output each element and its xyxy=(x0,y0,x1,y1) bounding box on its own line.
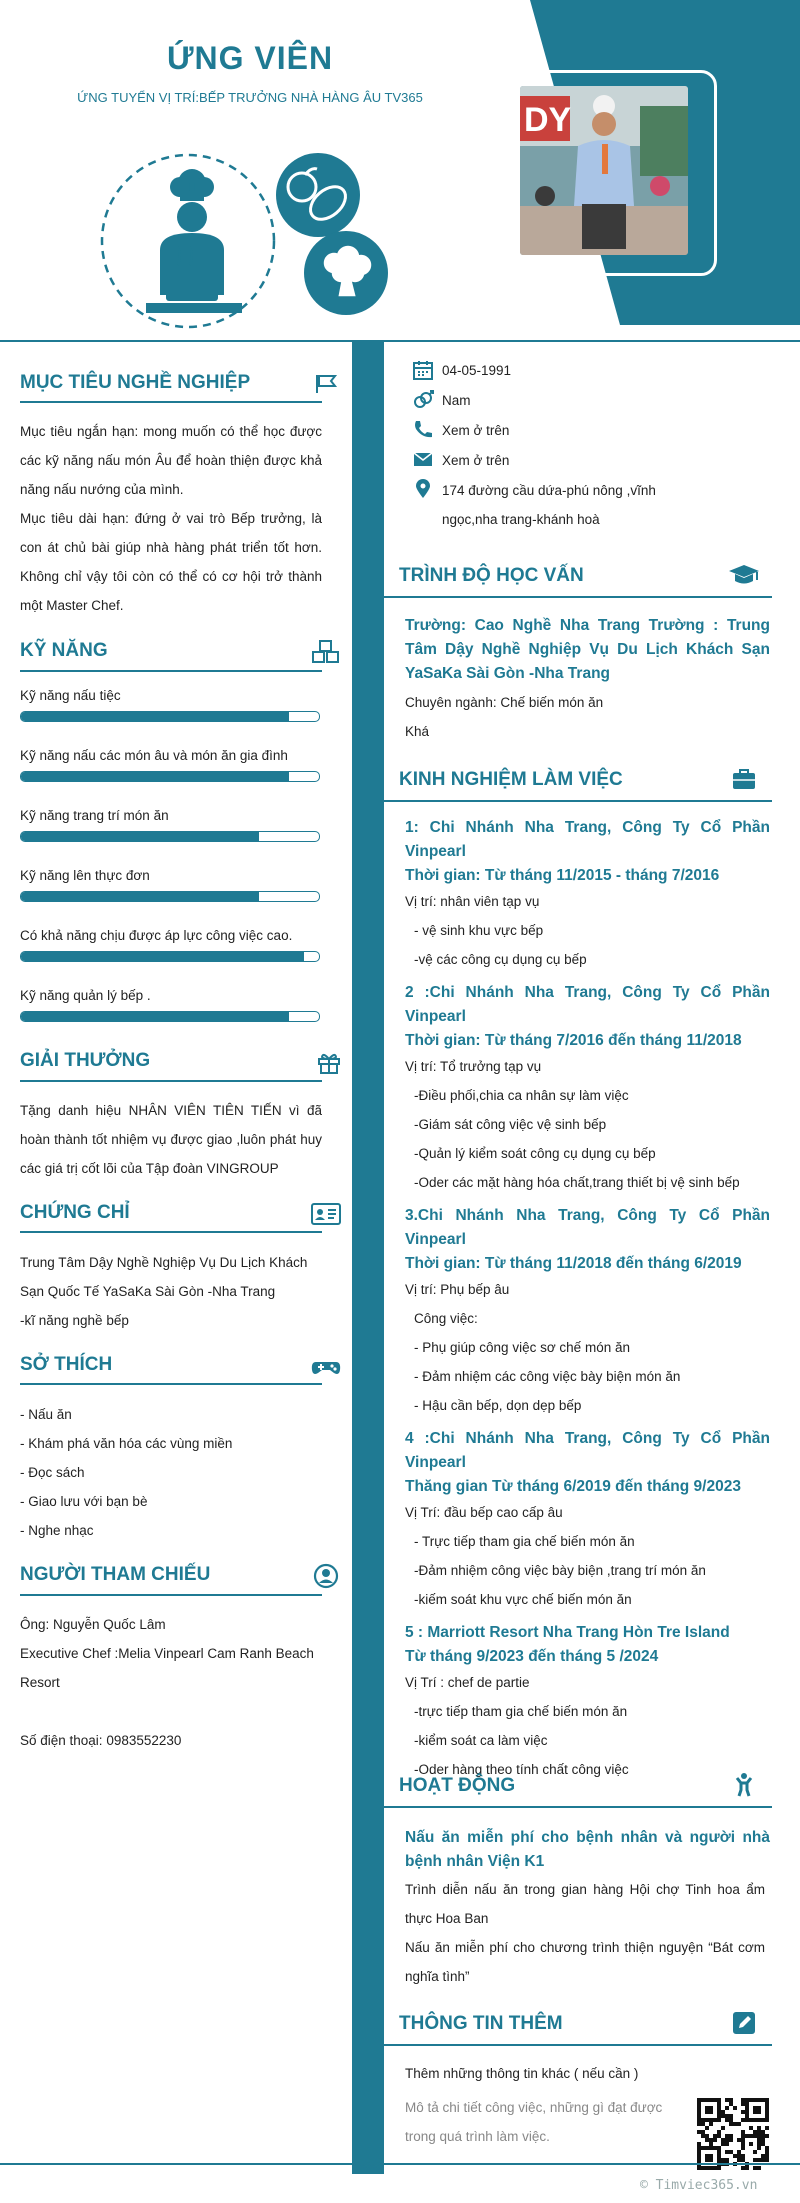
address-line-2: ngọc,nha trang-khánh hoà xyxy=(442,512,600,527)
skill-bar-fill xyxy=(21,712,289,721)
skill-bar xyxy=(20,771,320,782)
job-company: 2 :Chi Nhánh Nha Trang, Công Ty Cổ Phần Vinpearl xyxy=(405,984,770,1025)
activities-line-2: Nấu ăn miễn phí cho chương trình thiện nguyện “Bát cơm nghĩa tình” xyxy=(405,1940,765,1984)
education-divider xyxy=(384,596,772,598)
skill-label: Có khả năng chịu được áp lực công việc cao. xyxy=(20,928,293,943)
gamepad-icon xyxy=(310,1354,342,1380)
footer-divider xyxy=(0,2163,800,2165)
job-role: Vị trí: Phụ bếp âu xyxy=(405,1282,510,1297)
flag-icon xyxy=(313,371,339,397)
reference-phone: Số điện thoại: 0983552230 xyxy=(20,1733,182,1748)
hobbies-divider xyxy=(20,1383,322,1385)
edit-icon xyxy=(731,2010,757,2036)
certificates-divider xyxy=(20,1231,322,1233)
job-role: Vị Trí: đầu bếp cao cấp âu xyxy=(405,1505,563,1520)
skill-bar xyxy=(20,951,320,962)
certificates-skill: -kĩ năng nghề bếp xyxy=(20,1313,129,1328)
objective-title: MỤC TIÊU NGHỀ NGHIỆP xyxy=(20,372,251,393)
job-duty: - Hậu cần bếp, dọn dẹp bếp xyxy=(414,1398,582,1413)
experience-divider xyxy=(384,800,772,802)
hobby-item: - Khám phá văn hóa các vùng miền xyxy=(20,1436,233,1451)
skill-bar-fill xyxy=(21,832,259,841)
skills-title: KỸ NĂNG xyxy=(20,640,108,661)
candidate-name: ỨNG VIÊN xyxy=(166,40,334,76)
job-duty: -vệ các công cụ dụng cụ bếp xyxy=(414,952,587,967)
skill-label: Kỹ năng quản lý bếp . xyxy=(20,988,151,1003)
awards-text: Tặng danh hiệu NHÂN VIÊN TIÊN TIẾN vì đã hoàn thành tốt nhiệm vụ được giao ,luôn phát huy các giá trị cốt lõi của Tập đoàn VINGROUP xyxy=(20,1103,322,1176)
job-company: 1: Chi Nhánh Nha Trang, Công Ty Cổ Phần Vinpearl xyxy=(405,819,770,860)
skill-bar xyxy=(20,711,320,722)
extra-divider xyxy=(384,2044,772,2046)
job-time: Thời gian: Từ tháng 7/2016 đến tháng 11/2018 xyxy=(405,1032,742,1049)
job-duty: -Điều phối,chia ca nhân sự làm việc xyxy=(414,1088,629,1103)
references-divider xyxy=(20,1594,322,1596)
experience-title: KINH NGHIỆM LÀM VIỆC xyxy=(399,769,623,790)
skill-bar-fill xyxy=(21,1012,289,1021)
profile-photo xyxy=(520,86,688,255)
skill-label: Kỹ năng nấu các món âu và món ăn gia đình xyxy=(20,748,288,763)
chef-illustration xyxy=(100,145,440,355)
location-icon xyxy=(412,479,434,499)
references-title: NGƯỜI THAM CHIẾU xyxy=(20,1564,211,1585)
reference-position: Executive Chef :Melia Vinpearl Cam Ranh Beach Resort xyxy=(20,1646,314,1690)
skill-bar-fill xyxy=(21,772,289,781)
calendar-icon xyxy=(412,360,434,380)
job-duty: -Oder các mặt hàng hóa chất,trang thiết bị vệ sinh bếp xyxy=(414,1175,740,1190)
gift-icon xyxy=(316,1050,342,1076)
chef-icon xyxy=(146,169,242,313)
activities-title: HOẠT ĐỘNG xyxy=(399,1775,516,1796)
job-time: Thăng gian Từ tháng 6/2019 đến tháng 9/2023 xyxy=(405,1478,741,1495)
education-major: Chuyên ngành: Chế biến món ăn xyxy=(405,695,604,710)
job-duty: -trực tiếp tham gia chế biến món ăn xyxy=(414,1704,628,1719)
certificates-text: Trung Tâm Dậy Nghề Nghiệp Vụ Du Lịch Khách Sạn Quốc Tế YaSaKa Sài Gòn -Nha Trang xyxy=(20,1255,308,1299)
svg-text:DY: DY xyxy=(524,101,572,139)
education-school: Trường: Cao Nghề Nha Trang Trường : Trung Tâm Dậy Nghề Nghiệp Vụ Du Lịch Khách Sạn YaSaKa Sài Gòn -Nha Trang xyxy=(405,617,770,682)
hobby-item: - Nấu ăn xyxy=(20,1407,72,1422)
phone-icon xyxy=(412,419,434,439)
skill-bar-fill xyxy=(21,952,304,961)
extra-line-1: Thêm những thông tin khác ( nếu cần ) xyxy=(405,2066,639,2081)
reference-name: Ông: Nguyễn Quốc Lâm xyxy=(20,1617,166,1632)
job-duty: -Oder hàng theo tính chất công việc xyxy=(414,1762,629,1777)
job-duty: - Đảm nhiệm các công việc bày biện món ăn xyxy=(414,1369,681,1384)
hobby-item: - Nghe nhạc xyxy=(20,1523,94,1538)
hobby-item: - Đọc sách xyxy=(20,1465,85,1480)
hobby-item: - Giao lưu với bạn bè xyxy=(20,1494,148,1509)
skill-bar xyxy=(20,1011,320,1022)
briefcase-icon xyxy=(731,766,757,792)
objective-divider xyxy=(20,401,322,403)
job-duty: Công việc: xyxy=(414,1311,478,1326)
center-column-bar xyxy=(352,342,384,2174)
objective-long-term: Mục tiêu dài hạn: đứng ở vai trò Bếp trưởng, là con át chủ bài giúp nhà hàng phát triển tốt hơn. Không chỉ vậy tôi còn có thể có cơ hội trở thành một Master Chef. xyxy=(20,511,322,613)
activities-divider xyxy=(384,1806,772,1808)
awards-title: GIẢI THƯỞNG xyxy=(20,1050,151,1071)
job-role: Vị trí: nhân viên tạp vụ xyxy=(405,894,540,909)
job-duty: -Đảm nhiệm công việc bày biện ,trang trí món ăn xyxy=(414,1563,706,1578)
education-title: TRÌNH ĐỘ HỌC VẤN xyxy=(399,565,584,586)
email-value: Xem ở trên xyxy=(442,453,510,468)
email-icon xyxy=(412,449,434,469)
job-duty: - Trực tiếp tham gia chế biến món ăn xyxy=(414,1534,635,1549)
gender-icon xyxy=(412,390,434,410)
skill-label: Kỹ năng nấu tiệc xyxy=(20,688,121,703)
objective-short-term: Mục tiêu ngắn hạn: mong muốn có thể học được các kỹ năng nấu món Âu để hoàn thiện được khả năng nấu nướng của mình. xyxy=(20,424,322,497)
cubes-icon xyxy=(311,639,341,665)
job-role: Vị Trí : chef de partie xyxy=(405,1675,530,1690)
phone-value: Xem ở trên xyxy=(442,423,510,438)
header-divider xyxy=(0,340,800,342)
user-icon xyxy=(313,1563,339,1589)
skill-bar xyxy=(20,831,320,842)
job-duty: - Phụ giúp công việc sơ chế món ăn xyxy=(414,1340,630,1355)
activities-line-1: Trình diễn nấu ăn trong gian hàng Hội chợ Tinh hoa ẩm thực Hoa Ban xyxy=(405,1882,765,1926)
extra-title: THÔNG TIN THÊM xyxy=(399,2013,563,2034)
awards-divider xyxy=(20,1080,322,1082)
job-role: Vị trí: Tổ trưởng tạp vụ xyxy=(405,1059,542,1074)
applied-position: ỨNG TUYỂN VỊ TRÍ:BẾP TRƯỞNG NHÀ HÀNG ÂU TV365 xyxy=(77,90,423,105)
address-line-1: 174 đường cầu dứa-phú nông ,vĩnh xyxy=(442,483,656,498)
qr-code xyxy=(697,2098,769,2170)
watermark: © Timviec365.vn xyxy=(640,2178,758,2193)
job-company: 3.Chi Nhánh Nha Trang, Công Ty Cổ Phần Vinpearl xyxy=(405,1207,770,1248)
skill-label: Kỹ năng trang trí món ăn xyxy=(20,808,169,823)
gender-value: Nam xyxy=(442,393,471,408)
job-duty: -kiểm soát ca làm việc xyxy=(414,1733,548,1748)
dob-value: 04-05-1991 xyxy=(442,363,512,378)
job-time: Từ tháng 9/2023 đến tháng 5 /2024 xyxy=(405,1648,659,1665)
job-time: Thời gian: Từ tháng 11/2018 đến tháng 6/2019 xyxy=(405,1255,742,1272)
skills-divider xyxy=(20,670,322,672)
job-duty: -Giám sát công việc vệ sinh bếp xyxy=(414,1117,607,1132)
skill-bar-fill xyxy=(21,892,259,901)
job-time: Thời gian: Từ tháng 11/2015 - tháng 7/2016 xyxy=(405,867,720,884)
certificates-title: CHỨNG CHỈ xyxy=(20,1202,130,1223)
extra-line-2: Mô tả chi tiết công việc, những gì đạt được trong quá trình làm việc. xyxy=(405,2100,663,2144)
job-company: 5 : Marriott Resort Nha Trang Hòn Tre Island xyxy=(405,1624,730,1641)
job-duty: - vệ sinh khu vực bếp xyxy=(414,923,544,938)
job-company: 4 :Chi Nhánh Nha Trang, Công Ty Cổ Phần Vinpearl xyxy=(405,1430,770,1471)
job-duty: -kiếm soát khu vực chế biến món ăn xyxy=(414,1592,632,1607)
education-grade: Khá xyxy=(405,724,430,739)
certificate-icon xyxy=(310,1201,342,1227)
graduation-cap-icon xyxy=(727,562,761,588)
activities-heading: Nấu ăn miễn phí cho bệnh nhân và người nhà bệnh nhân Viện K1 xyxy=(405,1829,770,1870)
skill-bar xyxy=(20,891,320,902)
skill-label: Kỹ năng lên thực đơn xyxy=(20,868,150,883)
person-icon xyxy=(731,1772,757,1798)
hobbies-title: SỞ THÍCH xyxy=(20,1354,113,1375)
job-duty: -Quản lý kiểm soát công cụ dụng cụ bếp xyxy=(414,1146,656,1161)
